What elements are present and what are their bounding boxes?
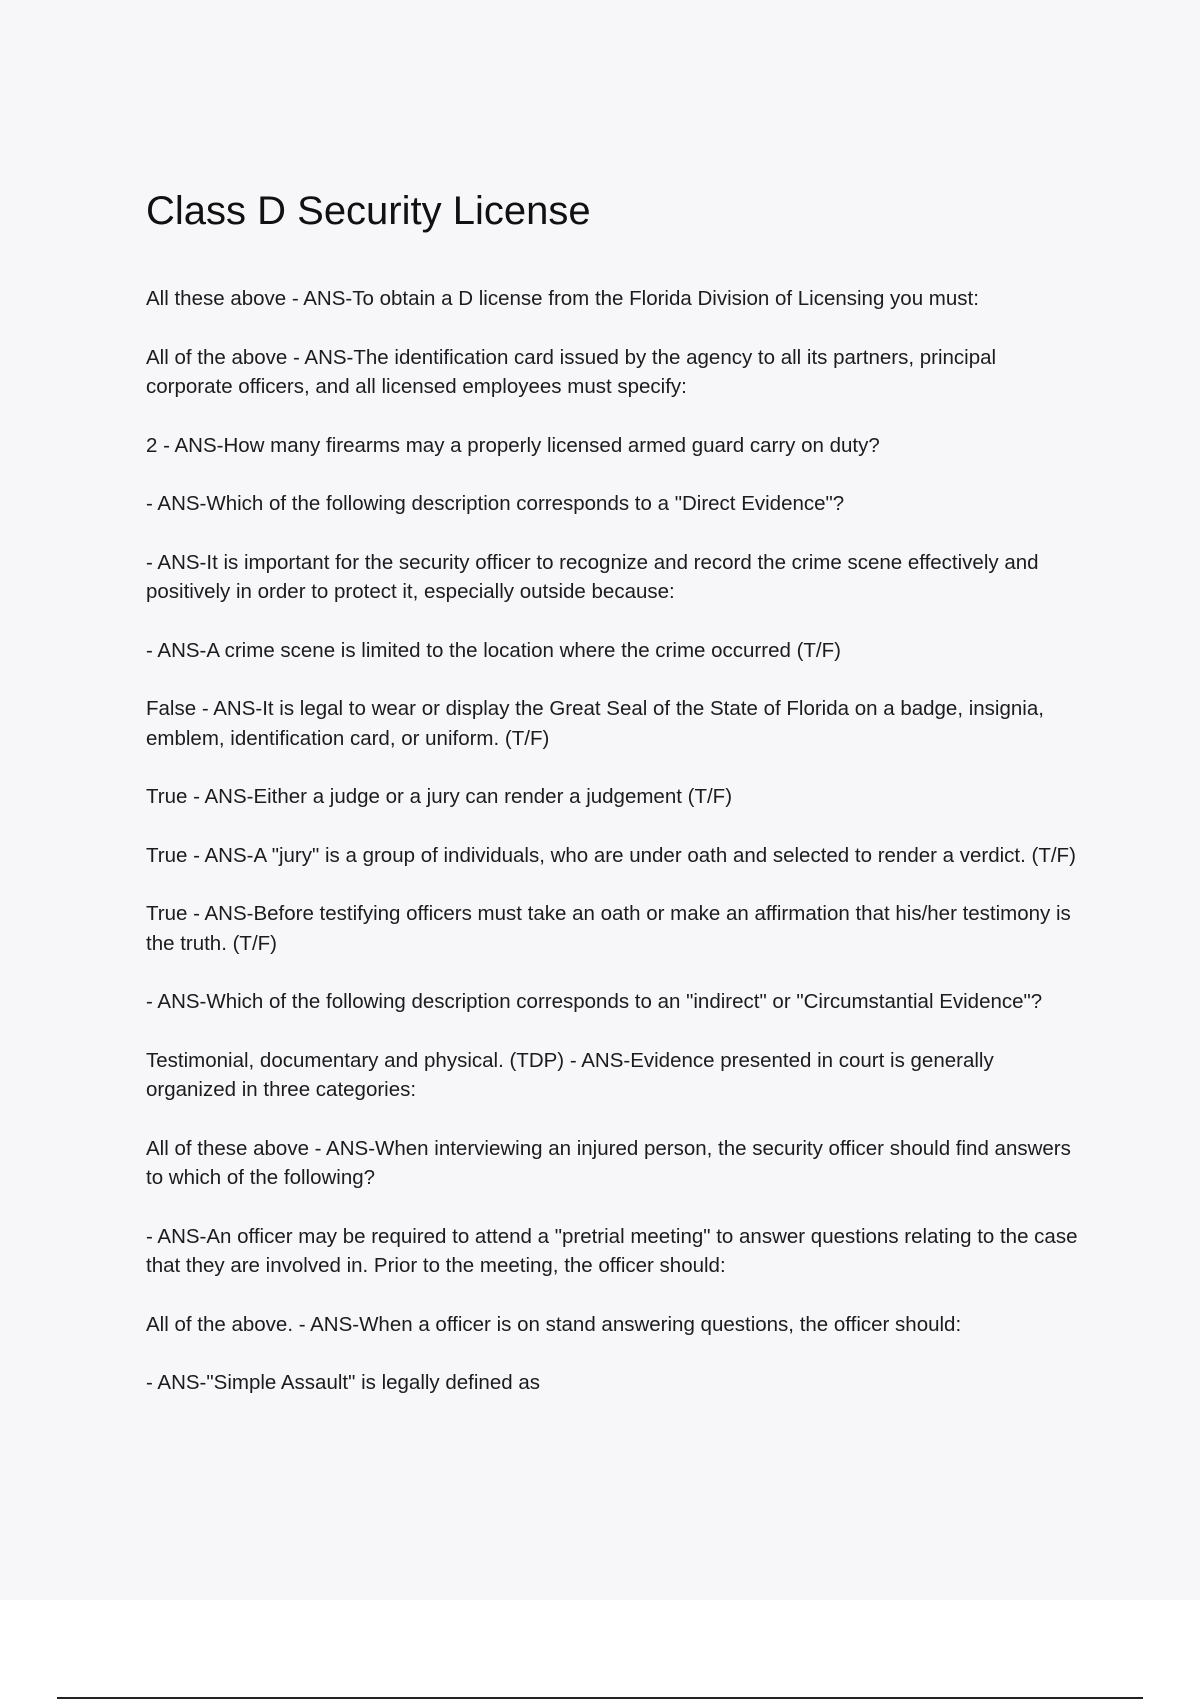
qa-entry: - ANS-Which of the following description corresponds to a "Direct Evidence"? — [146, 492, 845, 515]
qa-entry: All of these above - ANS-When interviewing an injured person, the security officer should find answers to which of the following? — [146, 1136, 1071, 1189]
qa-entry: - ANS-"Simple Assault" is legally defined as — [146, 1371, 540, 1394]
qa-entry: All of the above - ANS-The identification card issued by the agency to all its partners, principal corporate officers, and all licensed employees must specify: — [146, 345, 997, 398]
document-content — [146, 186, 1086, 1427]
qa-entry: - ANS-A crime scene is limited to the location where the crime occurred (T/F) — [146, 638, 841, 662]
page-title: Class D Security License — [146, 189, 591, 233]
qa-entry: All these above - ANS-To obtain a D license from the Florida Division of Licensing you must: — [146, 287, 979, 310]
qa-entry: False - ANS-It is legal to wear or display the Great Seal of the State of Florida on a badge, insignia, emblem, identification card, or uniform. (T/F) — [146, 697, 1044, 750]
qa-entry: - ANS-It is important for the security officer to recognize and record the crime scene effectively and positively in order to protect it, especially outside because: — [146, 550, 1039, 603]
qa-entry: True - ANS-A "jury" is a group of individuals, who are under oath and selected to render a verdict. (T/F) — [146, 843, 1076, 867]
qa-entry: 2 - ANS-How many firearms may a properly licensed armed guard carry on duty? — [146, 433, 880, 457]
qa-entry: - ANS-An officer may be required to attend a "pretrial meeting" to answer questions relating to the case that they are involved in. Prior to the meeting, the officer should: — [146, 1224, 1078, 1277]
qa-entry: Testimonial, documentary and physical. (TDP) - ANS-Evidence presented in court is generally organized in three categories: — [146, 1048, 994, 1101]
qa-entry: All of the above. - ANS-When a officer is on stand answering questions, the officer should: — [146, 1312, 962, 1336]
qa-entry: - ANS-Which of the following description corresponds to an "indirect" or "Circumstantial Evidence"? — [146, 990, 1043, 1013]
footer-divider — [57, 1697, 1143, 1699]
qa-entry: True - ANS-Either a judge or a jury can render a judgement (T/F) — [146, 785, 733, 808]
qa-entry: True - ANS-Before testifying officers must take an oath or make an affirmation that his/her testimony is the truth. (T/F) — [146, 902, 1071, 955]
